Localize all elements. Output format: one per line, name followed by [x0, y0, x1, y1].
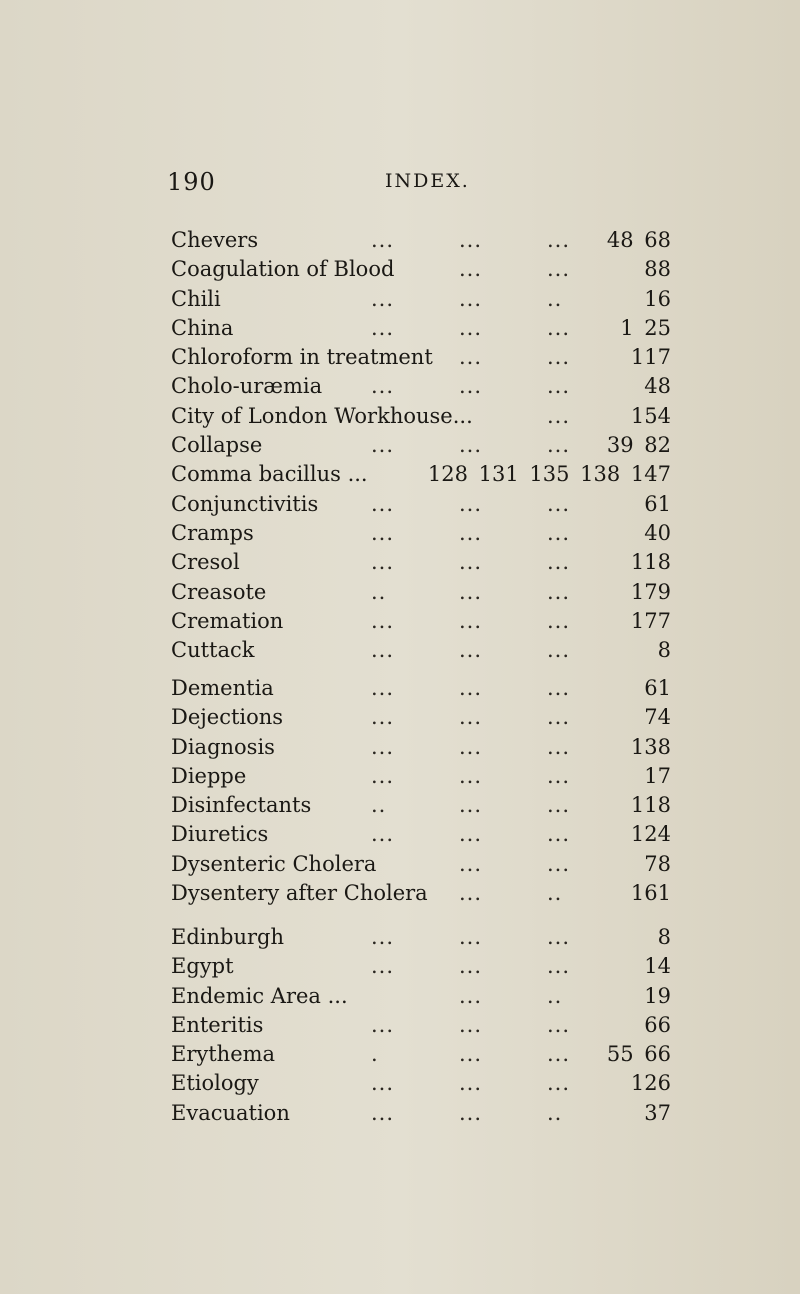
leader-dots: ...: [547, 579, 571, 604]
leader-dots: ...: [371, 433, 395, 458]
leader-dots: ...: [459, 983, 483, 1008]
index-entry: [171, 1101, 671, 1130]
page-references: 161: [630, 881, 671, 906]
leader-dots: ...: [547, 954, 571, 979]
leader-dots: ...: [459, 1100, 483, 1125]
page-references: 179: [630, 579, 671, 604]
index-term: Comma bacillus ...: [171, 462, 368, 487]
leader-dots: ...: [459, 1012, 483, 1037]
leader-dots: ...: [459, 638, 483, 663]
index-entry: [171, 1013, 671, 1042]
leader-dots: ...: [459, 374, 483, 399]
index-term: Dieppe: [171, 763, 247, 788]
leader-dots: ...: [371, 608, 395, 633]
leader-dots: ...: [459, 491, 483, 516]
leader-dots: ...: [459, 763, 483, 788]
leader-dots: ...: [547, 705, 571, 730]
page-references: 48: [644, 374, 671, 399]
leader-dots: ...: [371, 1100, 395, 1125]
index-term: Egypt: [171, 954, 234, 979]
page-references: 66: [644, 1012, 671, 1037]
index-term: Dysenteric Cholera: [171, 851, 377, 876]
index-entry: [171, 1071, 671, 1100]
index-term: Dejections: [171, 705, 284, 730]
page-references: 8: [657, 925, 671, 949]
index-entry: [171, 881, 671, 910]
leader-dots: ...: [371, 315, 395, 340]
leader-dots: ...: [459, 676, 483, 700]
leader-dots: ...: [459, 851, 483, 876]
leader-dots: ...: [459, 520, 483, 545]
leader-dots: ...: [459, 345, 483, 370]
leader-dots: ...: [547, 491, 571, 516]
index-entry: [171, 550, 671, 579]
index-term: Chloroform in treatment: [171, 345, 433, 370]
page-references: 126: [630, 1071, 671, 1096]
leader-dots: ...: [547, 1071, 571, 1096]
index-term: Disinfectants: [171, 793, 312, 818]
leader-dots: ...: [547, 433, 571, 458]
leader-dots: ...: [459, 734, 483, 759]
leader-dots: ..: [547, 286, 563, 311]
page-references: 8: [657, 638, 671, 663]
index-entry: [171, 793, 671, 822]
index-term: Erythema: [171, 1042, 276, 1067]
leader-dots: ...: [547, 793, 571, 818]
leader-dots: ...: [371, 491, 395, 516]
leader-dots: ..: [547, 881, 563, 906]
leader-dots: ...: [459, 579, 483, 604]
page-references: 40: [644, 520, 671, 545]
page-references: 55 66: [606, 1042, 671, 1067]
index-term: Creasote: [171, 579, 267, 604]
index-entry: [171, 492, 671, 521]
page-references: 39 82: [606, 433, 671, 458]
page-title: INDEX.: [385, 170, 470, 192]
index-entry: [171, 954, 671, 983]
leader-dots: ...: [459, 1071, 483, 1096]
index-entry: [171, 764, 671, 793]
leader-dots: .: [371, 1042, 379, 1067]
index-entry: [171, 287, 671, 316]
leader-dots: ...: [547, 315, 571, 340]
leader-dots: ...: [459, 925, 483, 949]
index-entry: [171, 1042, 671, 1071]
leader-dots: ...: [459, 315, 483, 340]
page-references: 124: [630, 822, 671, 847]
leader-dots: ...: [459, 228, 483, 252]
leader-dots: ...: [547, 257, 571, 282]
index-entry: [171, 925, 671, 954]
page-references: 138: [630, 734, 671, 759]
index-term: Conjunctivitis: [171, 491, 319, 516]
leader-dots: ...: [547, 403, 571, 428]
index-entry: [171, 984, 671, 1013]
leader-dots: ...: [371, 734, 395, 759]
leader-dots: ...: [371, 1071, 395, 1096]
page-references: 19: [644, 983, 671, 1008]
leader-dots: ...: [459, 608, 483, 633]
page-references: 128 131 135 138 147: [427, 462, 671, 487]
page-references: 177: [630, 608, 671, 633]
page-references: 78: [644, 851, 671, 876]
leader-dots: ...: [547, 925, 571, 949]
page-references: 37: [644, 1100, 671, 1125]
leader-dots: ...: [547, 822, 571, 847]
index-term: City of London Workhouse...: [171, 403, 473, 428]
page-references: 117: [630, 345, 671, 370]
leader-dots: ...: [371, 374, 395, 399]
index-entry: [171, 609, 671, 638]
leader-dots: ...: [547, 520, 571, 545]
index-term: Cuttack: [171, 638, 255, 663]
leader-dots: ...: [459, 257, 483, 282]
index-entry: [171, 404, 671, 433]
index-term: Enteritis: [171, 1012, 264, 1037]
index-term: Chevers: [171, 228, 259, 252]
index-entry: [171, 852, 671, 881]
index-term: Cholo-uræmia: [171, 374, 323, 399]
leader-dots: ...: [371, 954, 395, 979]
index-term: Chili: [171, 286, 221, 311]
page-references: 118: [630, 793, 671, 818]
index-entry: [171, 822, 671, 851]
leader-dots: ...: [371, 638, 395, 663]
index-entry: [171, 676, 671, 705]
page-references: 14: [644, 954, 671, 979]
leader-dots: ...: [459, 1042, 483, 1067]
index-entry: [171, 462, 671, 491]
page-references: 16: [644, 286, 671, 311]
index-section-c: [171, 228, 671, 667]
leader-dots: ...: [547, 851, 571, 876]
leader-dots: ...: [459, 550, 483, 575]
index-term: Endemic Area ...: [171, 983, 348, 1008]
leader-dots: ...: [459, 705, 483, 730]
leader-dots: ...: [547, 676, 571, 700]
index-term: Edinburgh: [171, 925, 284, 949]
leader-dots: ..: [547, 1100, 563, 1125]
leader-dots: ...: [371, 228, 395, 252]
leader-dots: ...: [459, 881, 483, 906]
leader-dots: ...: [547, 345, 571, 370]
leader-dots: ...: [547, 1042, 571, 1067]
index-entry: [171, 580, 671, 609]
leader-dots: ..: [547, 983, 563, 1008]
leader-dots: ...: [459, 822, 483, 847]
leader-dots: ...: [547, 1012, 571, 1037]
index-entry: [171, 433, 671, 462]
leader-dots: ...: [547, 550, 571, 575]
leader-dots: ...: [459, 286, 483, 311]
leader-dots: ...: [371, 822, 395, 847]
index-entry: [171, 735, 671, 764]
index-section-d: [171, 676, 671, 910]
leader-dots: ...: [547, 228, 571, 252]
index-term: Cresol: [171, 550, 240, 575]
page-references: 118: [630, 550, 671, 575]
page-references: 17: [644, 763, 671, 788]
leader-dots: ...: [547, 734, 571, 759]
index-entry: [171, 705, 671, 734]
leader-dots: ...: [371, 676, 395, 700]
leader-dots: ...: [547, 763, 571, 788]
index-term: Dementia: [171, 676, 274, 700]
leader-dots: ...: [547, 638, 571, 663]
leader-dots: ...: [371, 763, 395, 788]
index-term: China: [171, 315, 234, 340]
index-section-e: [171, 925, 671, 1130]
leader-dots: ...: [371, 520, 395, 545]
page-references: 48 68: [606, 228, 671, 252]
leader-dots: ..: [371, 579, 387, 604]
leader-dots: ...: [371, 925, 395, 949]
page-references: 61: [644, 491, 671, 516]
page-references: 1 25: [620, 315, 671, 340]
leader-dots: ..: [371, 793, 387, 818]
index-term: Diagnosis: [171, 734, 275, 759]
index-term: Cramps: [171, 520, 254, 545]
page-references: 88: [644, 257, 671, 282]
page-references: 74: [644, 705, 671, 730]
index-entry: [171, 316, 671, 345]
leader-dots: ...: [547, 374, 571, 399]
index-term: Coagulation of Blood: [171, 257, 395, 282]
index-term: Cremation: [171, 608, 284, 633]
index-entry: [171, 638, 671, 667]
index-entry: [171, 521, 671, 550]
leader-dots: ...: [459, 954, 483, 979]
leader-dots: ...: [459, 793, 483, 818]
index-entry: [171, 374, 671, 403]
leader-dots: ...: [371, 550, 395, 575]
leader-dots: ...: [371, 286, 395, 311]
index-term: Evacuation: [171, 1100, 290, 1125]
index-term: Etiology: [171, 1071, 259, 1096]
index-entry: [171, 228, 671, 257]
page-references: 154: [630, 403, 671, 428]
leader-dots: ...: [371, 1012, 395, 1037]
index-term: Dysentery after Cholera: [171, 881, 428, 906]
page-references: 61: [644, 676, 671, 700]
leader-dots: ...: [547, 608, 571, 633]
leader-dots: ...: [371, 705, 395, 730]
index-entry: [171, 257, 671, 286]
index-term: Collapse: [171, 433, 263, 458]
page-number: 190: [167, 168, 216, 196]
leader-dots: ...: [459, 433, 483, 458]
index-entry: [171, 345, 671, 374]
index-term: Diuretics: [171, 822, 269, 847]
